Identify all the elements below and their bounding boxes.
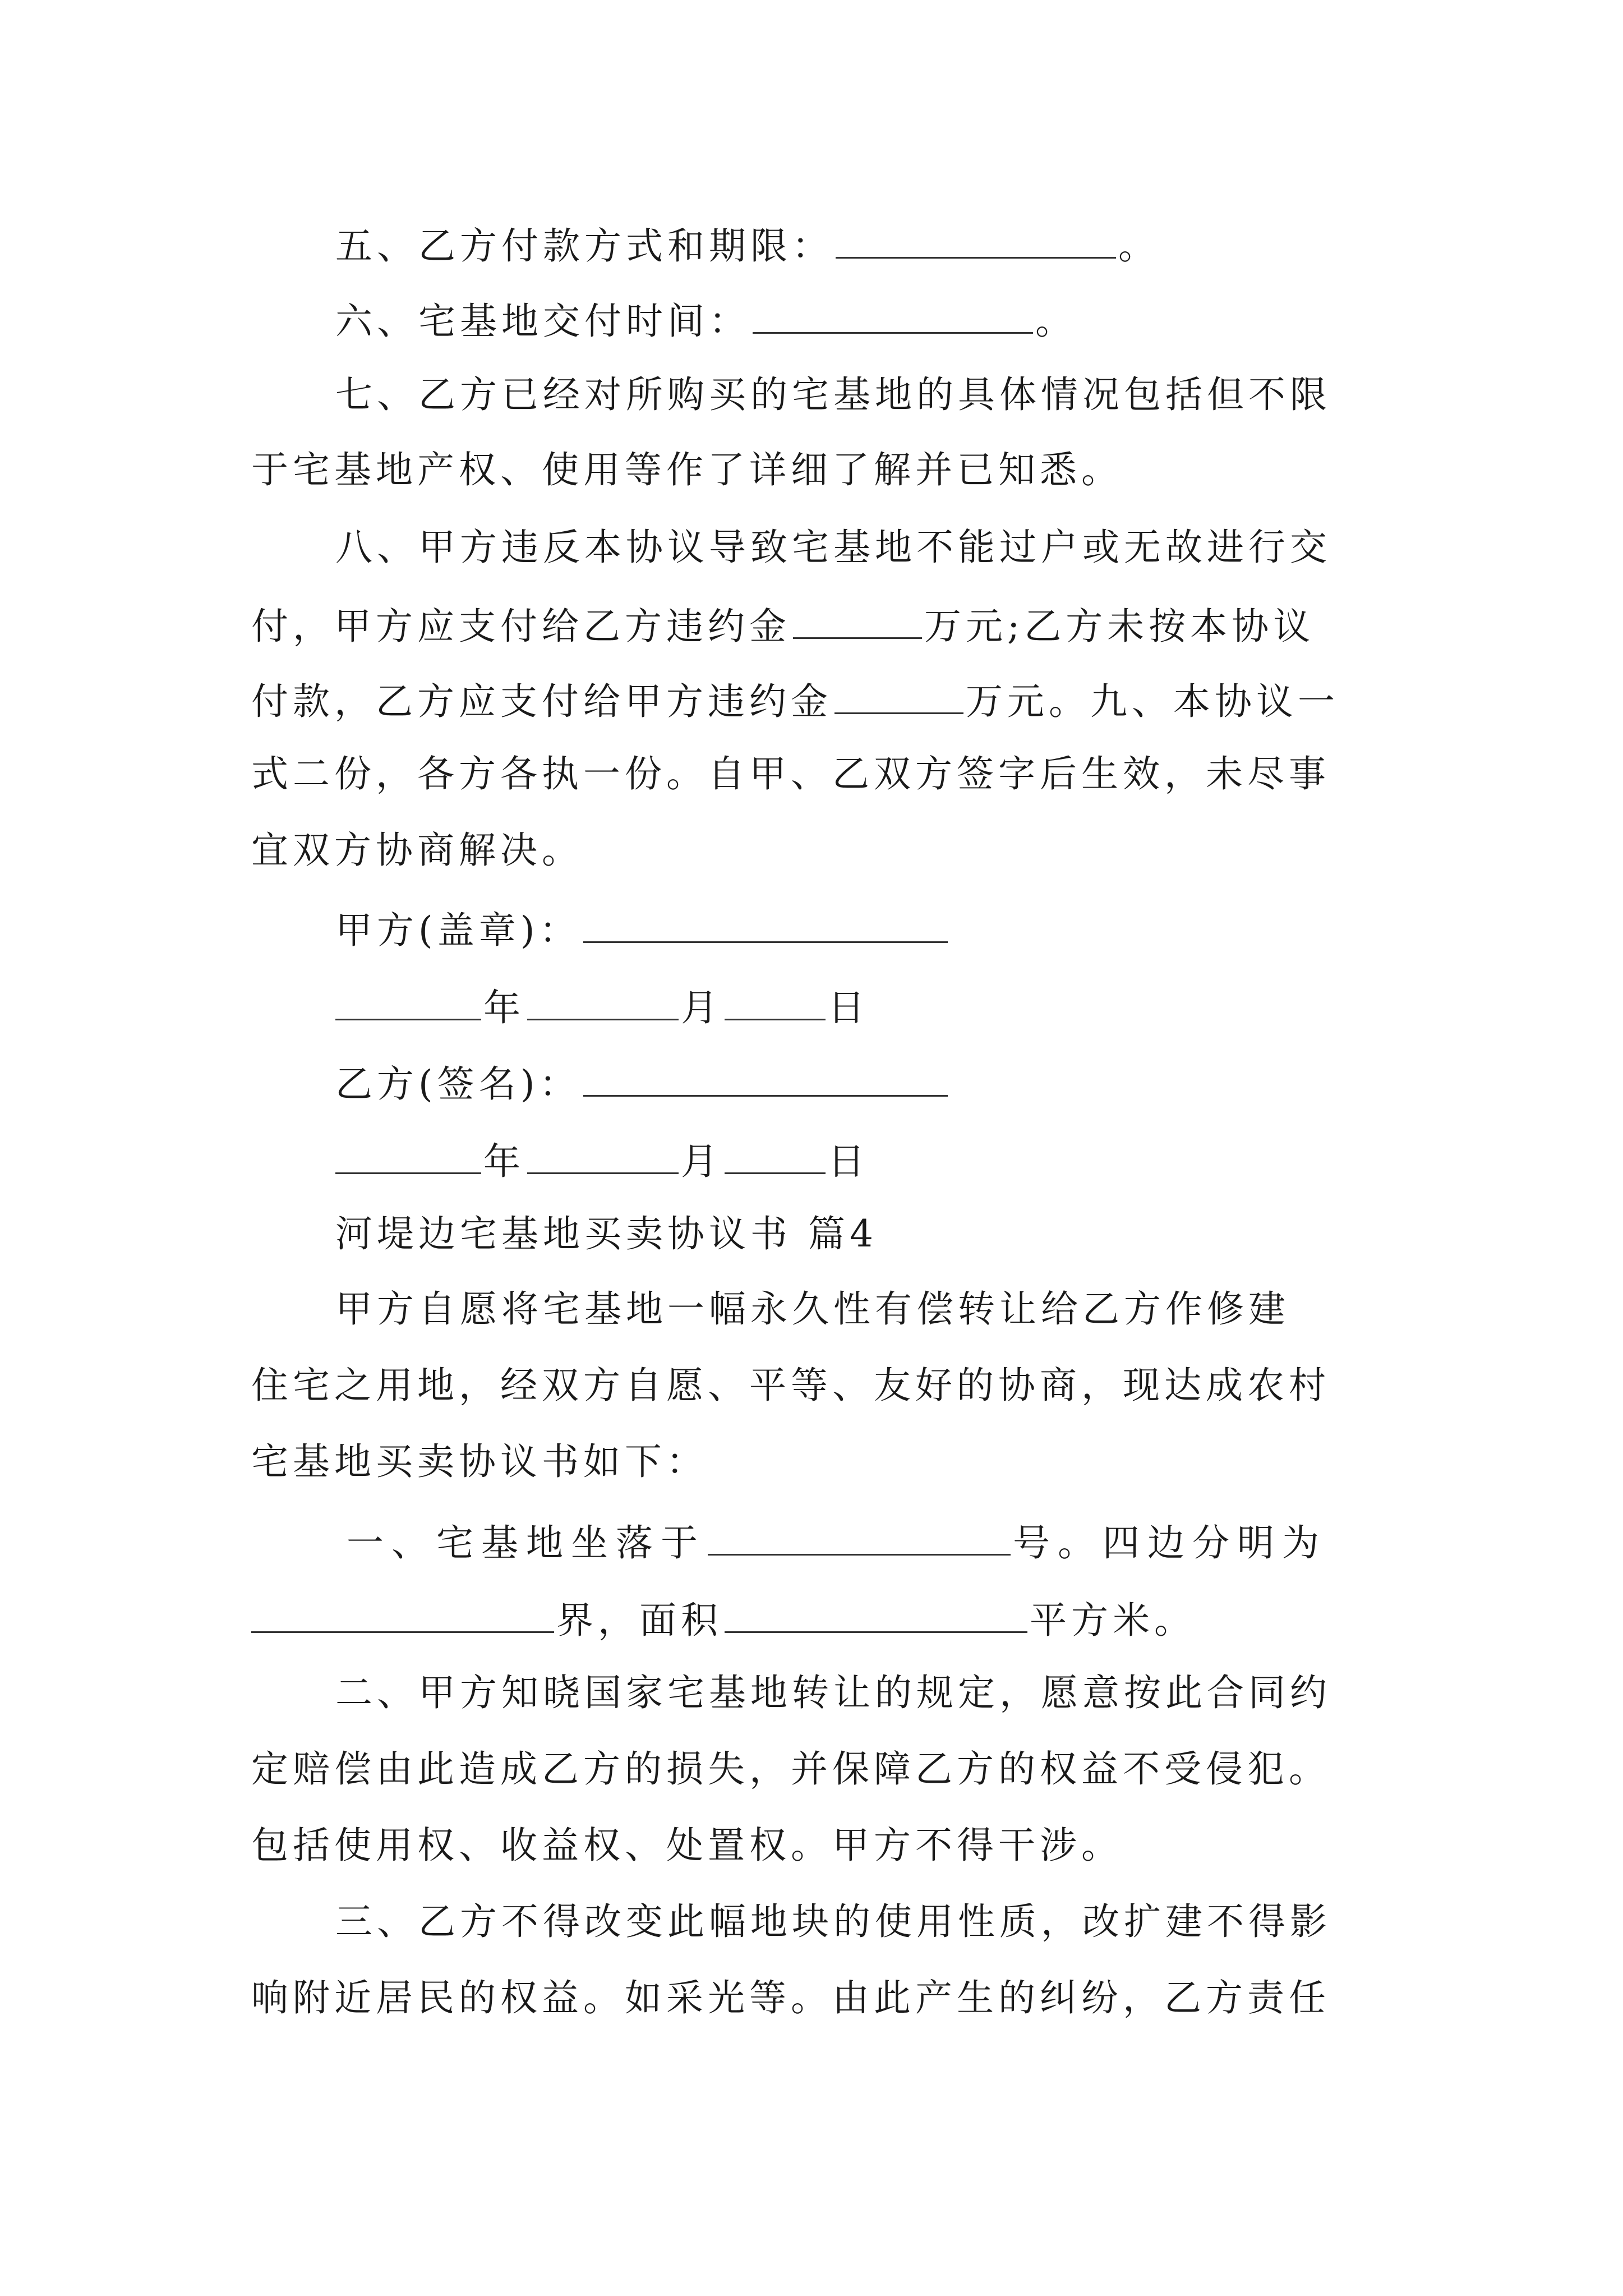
article-2-line2: 定赔偿由此造成乙方的损失，并保障乙方的权益不受侵犯。 <box>251 1747 1330 1791</box>
article-1-line2 <box>251 1594 1196 1643</box>
clause-7-line2: 于宅基地产权、使用等作了详细了解并已知悉。 <box>251 448 1123 491</box>
clause-9-line2: 宜双方协商解决。 <box>251 829 583 872</box>
article-3-line1: 三、乙方不得改变此幅地块的使用性质，改扩建不得影 <box>335 1900 1331 1943</box>
month-blank <box>527 982 679 1020</box>
text: 六、宅基地交付时间： <box>335 300 750 343</box>
boundary-blank <box>251 1594 554 1633</box>
day-label: 日 <box>828 1140 869 1183</box>
clause-6-delivery <box>335 295 1077 344</box>
fill-blank <box>753 295 1033 334</box>
month-label: 月 <box>681 1140 722 1183</box>
party-a-seal <box>335 904 950 953</box>
clause-9-line1: 式二份，各方各执一份。自甲、乙双方签字后生效，未尽事 <box>251 752 1330 795</box>
clause-8-line3 <box>251 675 1339 724</box>
year-label: 年 <box>483 1140 525 1183</box>
clause-8-line1: 八、甲方违反本协议导致宅基地不能过户或无故进行交 <box>335 526 1331 569</box>
fill-blank <box>793 600 922 639</box>
clause-5-payment <box>335 220 1160 269</box>
text: 。 <box>1118 224 1160 268</box>
text: 五、乙方付款方式和期限： <box>335 224 833 268</box>
clause-7-line1: 七、乙方已经对所购买的宅基地的具体情况包括但不限 <box>335 373 1331 416</box>
area-blank <box>725 1594 1027 1633</box>
text: 万元;乙方未按本协议 <box>924 605 1315 648</box>
article-2-line3: 包括使用权、收益权、处置权。甲方不得干涉。 <box>251 1824 1123 1867</box>
day-blank <box>725 1135 826 1174</box>
year-blank <box>335 982 481 1020</box>
party-b-date <box>335 1135 869 1184</box>
section-heading: 河堤边宅基地买卖协议书 篇4 <box>335 1212 878 1255</box>
text: 万元。九、本协议一 <box>966 680 1339 723</box>
day-label: 日 <box>828 986 869 1029</box>
year-label: 年 <box>483 986 525 1029</box>
party-a-date <box>335 982 869 1030</box>
intro-line1: 甲方自愿将宅基地一幅永久性有偿转让给乙方作修建 <box>335 1287 1290 1331</box>
text: 甲方(盖章)： <box>335 909 581 952</box>
fill-blank <box>834 675 963 714</box>
text: 付，甲方应支付给乙方违约金 <box>251 605 791 648</box>
party-b-signature <box>335 1058 950 1107</box>
year-blank <box>335 1135 481 1174</box>
month-blank <box>527 1135 679 1174</box>
intro-line2: 住宅之用地，经双方自愿、平等、友好的协商，现达成农村 <box>251 1364 1330 1407</box>
location-blank <box>708 1517 1011 1556</box>
text: 。 <box>1035 300 1077 343</box>
text: 一、宅基地坐落于 <box>347 1521 706 1565</box>
intro-line3: 宅基地买卖协议书如下： <box>251 1440 708 1483</box>
text: 平方米。 <box>1030 1599 1196 1642</box>
article-3-line2: 响附近居民的权益。如采光等。由此产生的纠纷，乙方责任 <box>251 1976 1330 2019</box>
clause-8-line2 <box>251 600 1315 649</box>
day-blank <box>725 982 826 1020</box>
fill-blank <box>836 220 1116 259</box>
article-1-line1 <box>347 1517 1327 1566</box>
signature-blank <box>583 1058 948 1097</box>
text: 界，面积 <box>556 1599 722 1642</box>
text: 付款，乙方应支付给甲方违约金 <box>251 680 832 723</box>
text: 乙方(签名)： <box>335 1062 581 1106</box>
seal-blank <box>583 904 948 943</box>
article-2-line1: 二、甲方知晓国家宅基地转让的规定，愿意按此合同约 <box>335 1671 1331 1714</box>
month-label: 月 <box>681 986 722 1029</box>
text: 号。四边分明为 <box>1013 1521 1327 1565</box>
